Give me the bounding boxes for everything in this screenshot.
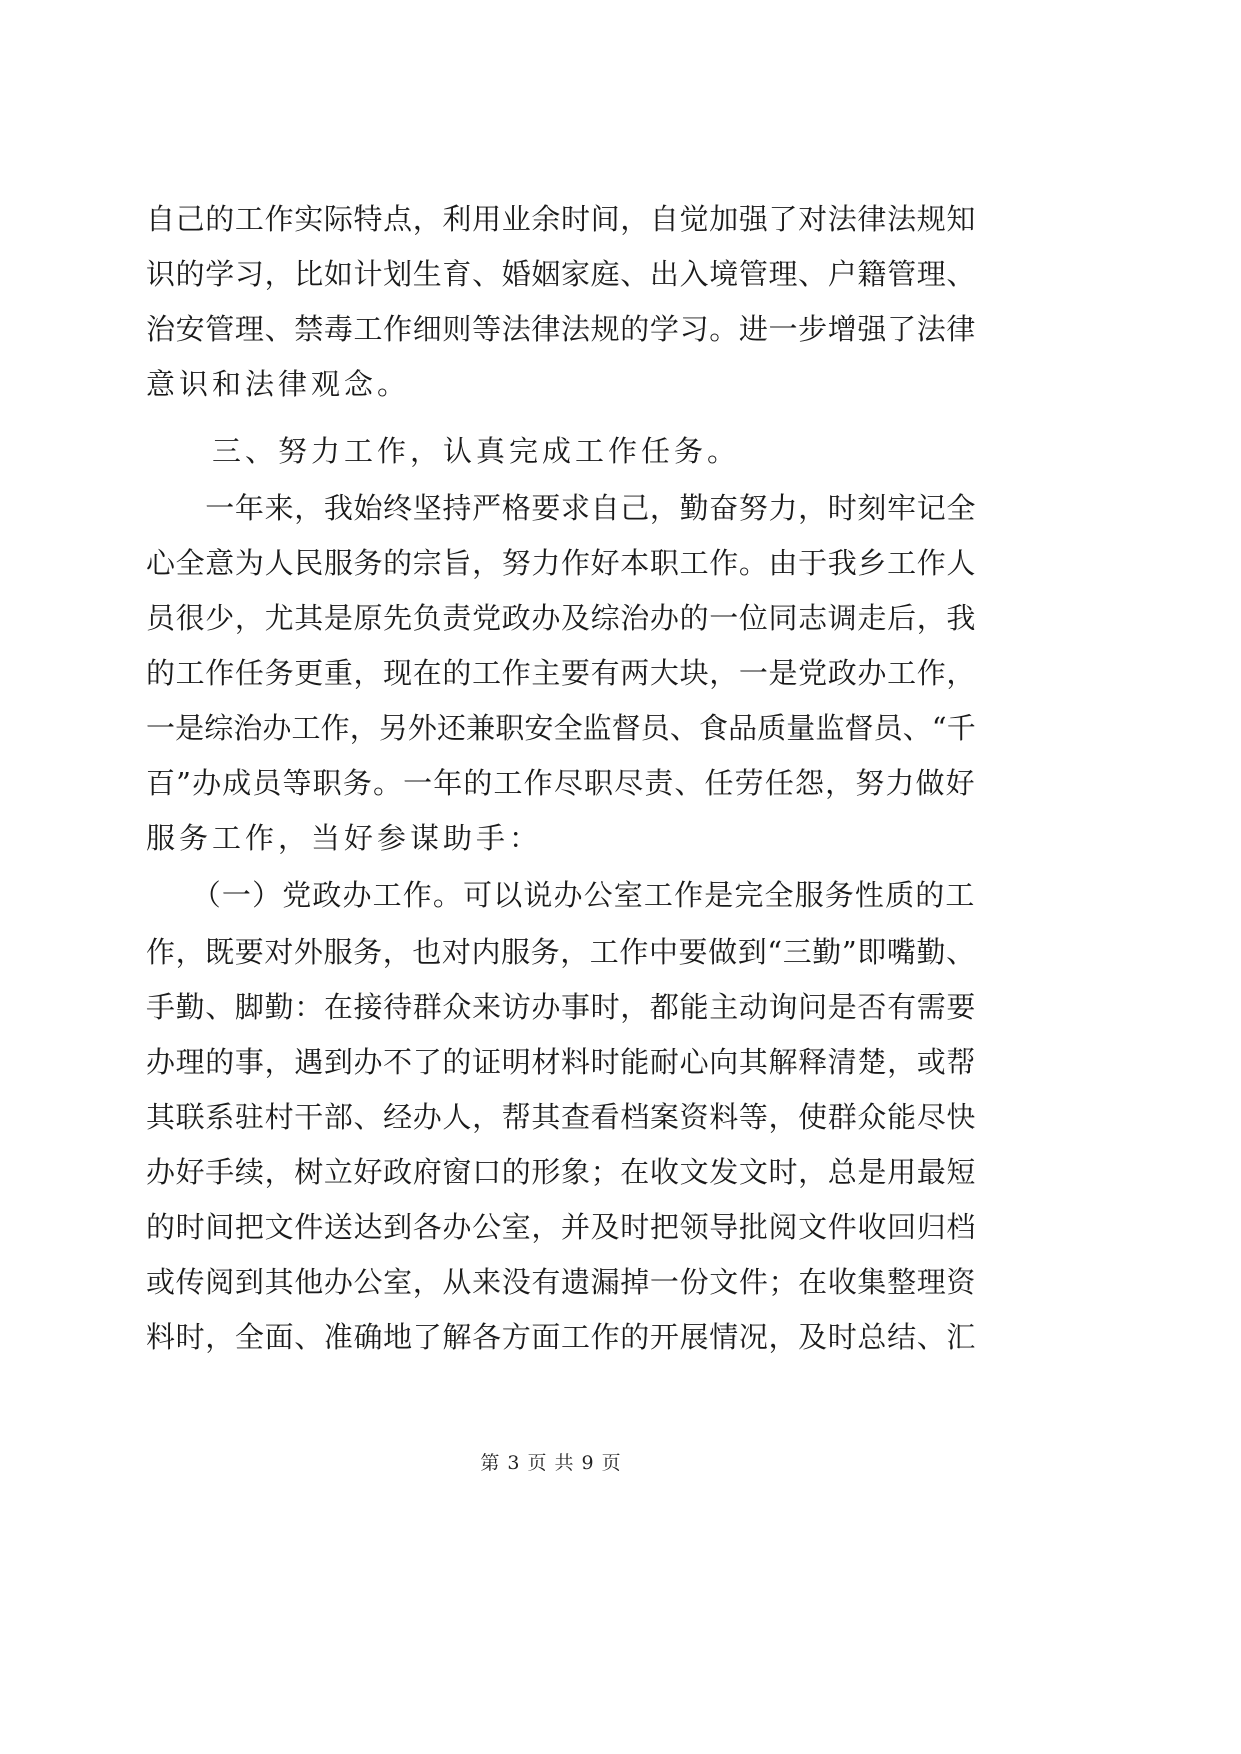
text-line: 服务工作，当好参谋助手： xyxy=(146,821,543,855)
text-line: 百”办成员等职务。一年的工作尽职尽责、任劳任怨，努力做好 xyxy=(146,766,976,800)
text-line: 办好手续，树立好政府窗口的形象；在收文发文时，总是用最短 xyxy=(146,1155,977,1189)
text-line: 料时，全面、准确地了解各方面工作的开展情况，及时总结、汇 xyxy=(146,1320,977,1354)
text-line: 其联系驻村干部、经办人，帮其查看档案资料等，使群众能尽快 xyxy=(146,1100,977,1134)
text-line: 员很少，尤其是原先负责党政办及综治办的一位同志调走后，我 xyxy=(146,601,977,635)
text-line: 办理的事，遇到办不了的证明材料时能耐心向其解释清楚，或帮 xyxy=(146,1045,977,1079)
subsection-heading: （一）党政办工作。可以说办公室工作是完全服务性质的工 xyxy=(146,878,976,912)
text-line: 或传阅到其他办公室，从来没有遗漏掉一份文件；在收集整理资 xyxy=(146,1265,977,1299)
text-line: 的时间把文件送达到各办公室，并及时把领导批阅文件收回归档 xyxy=(146,1210,977,1244)
text-line: 一是综治办工作，另外还兼职安全监督员、食品质量监督员、“千 xyxy=(146,711,976,745)
text-line: 识的学习，比如计划生育、婚姻家庭、出入境管理、户籍管理、 xyxy=(146,257,977,291)
text-line: 意识和法律观念。 xyxy=(146,367,411,401)
text-line: 一年来，我始终坚持严格要求自己，勤奋努力，时刻牢记全 xyxy=(146,491,977,525)
page-footer: 第 3 页 共 9 页 xyxy=(480,1452,622,1474)
text-line: 的工作任务更重，现在的工作主要有两大块，一是党政办工作， xyxy=(146,656,977,690)
text-line: 治安管理、禁毒工作细则等法律法规的学习。进一步增强了法律 xyxy=(146,312,977,346)
text-line: 手勤、脚勤：在接待群众来访办事时，都能主动询问是否有需要 xyxy=(146,990,977,1024)
text-line: 作，既要对外服务，也对内服务，工作中要做到“三勤”即嘴勤、 xyxy=(146,935,976,969)
text-line: 心全意为人民服务的宗旨，努力作好本职工作。由于我乡工作人 xyxy=(146,546,977,580)
section-heading: 三、努力工作，认真完成工作任务。 xyxy=(146,434,741,468)
text-line: 自己的工作实际特点，利用业余时间，自觉加强了对法律法规知 xyxy=(146,202,977,236)
